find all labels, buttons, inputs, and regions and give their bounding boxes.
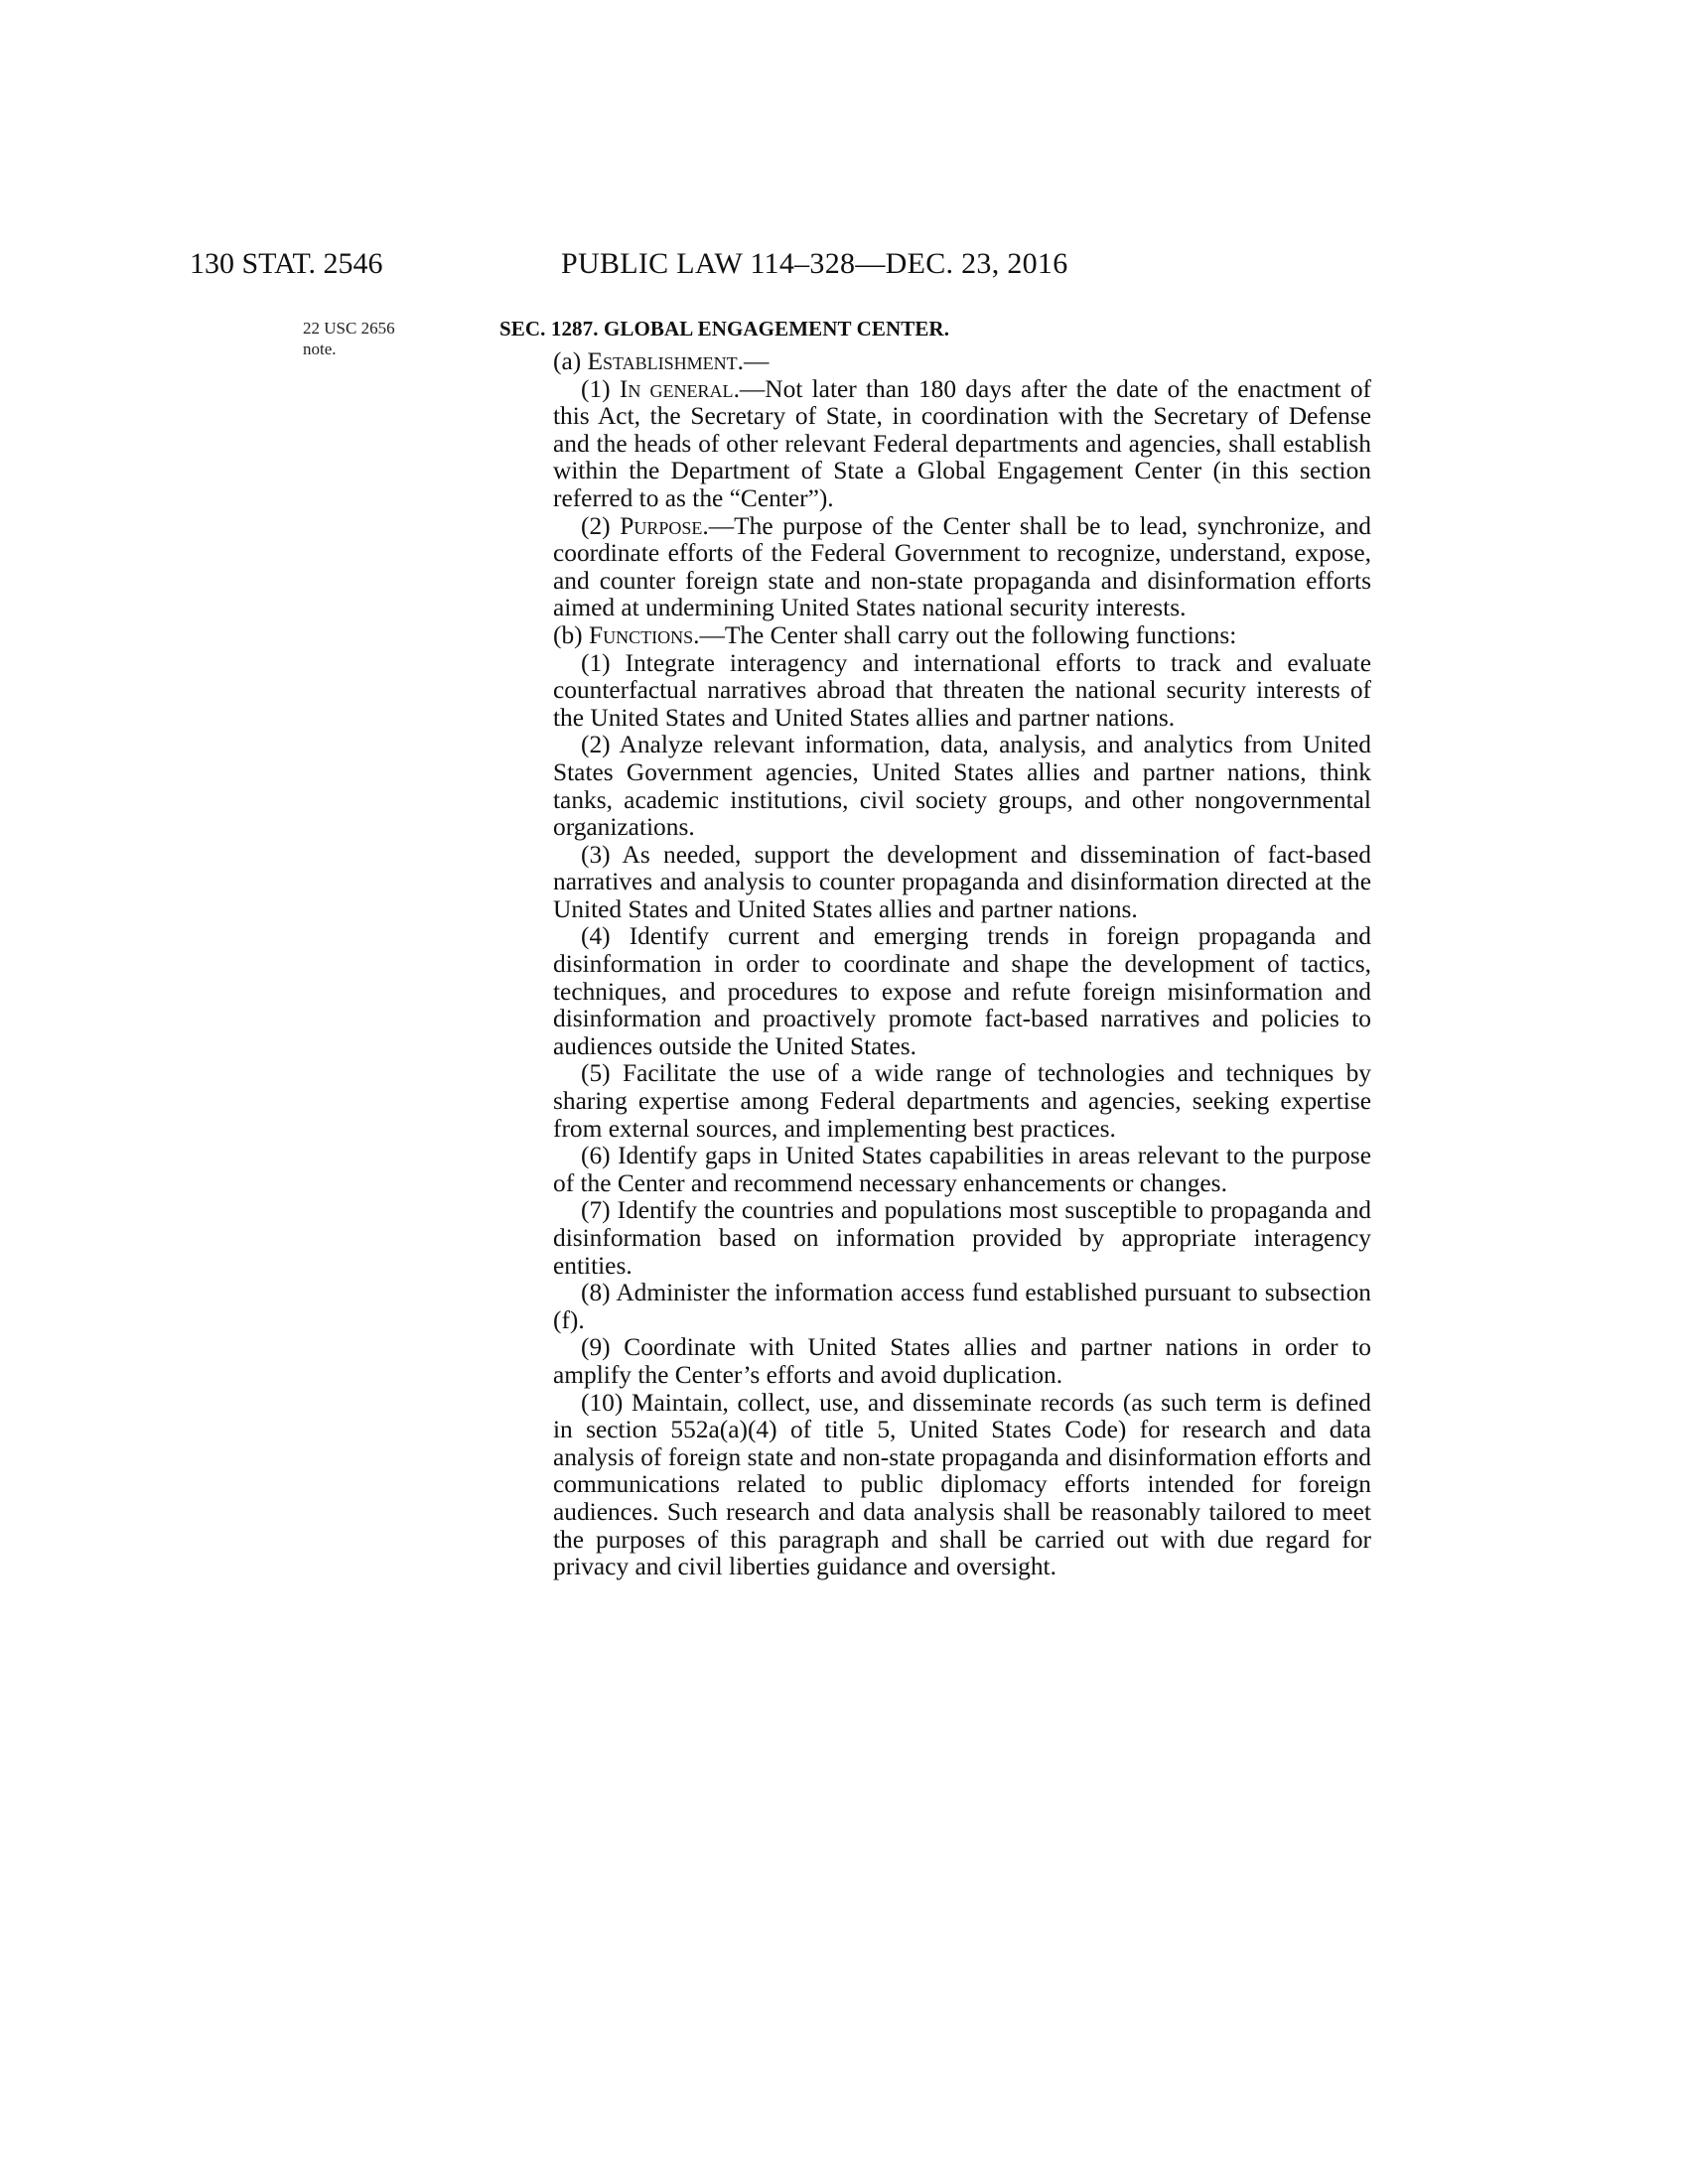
paragraph-b4: (4) Identify current and emerging trends in foreign propaganda and disinformation in order to coordinate and shape the development of tactics, techniques, and procedures to expose and refute foreign misinformation and disinformation and proactively promote fact-based narratives and policies to audiences outside the United States.	[553, 922, 1371, 1060]
subsection-a-heading: (a) Establishment.—	[553, 347, 770, 375]
paragraph-b2: (2) Analyze relevant information, data, analysis, and analytics from United States Government agencies, United States allies and partner nations, think tanks, academic institutions, civil society groups, and other nongovernmental organizations.	[553, 731, 1371, 842]
paragraph-b10: (10) Maintain, collect, use, and disseminate records (as such term is defined in section 552a(a)(4) of title 5, United States Code) for research and data analysis of foreign state and non-state propaganda and disinformation efforts and communications related to public diplomacy efforts intended for foreign audiences. Such research and data analysis shall be reasonably tailored to meet the purposes of this paragraph and shall be carried out with due regard for privacy and civil liberties guidance and oversight.	[553, 1388, 1371, 1581]
statute-citation: 130 STAT. 2546	[190, 247, 383, 280]
paragraph-b3: (3) As needed, support the development and dissemination of fact-based narratives and analysis to counter propaganda and disinformation directed at the United States and United States allies and partner nations.	[553, 840, 1371, 923]
paragraph-b7: (7) Identify the countries and populations most susceptible to propaganda and disinformation based on information provided by appropriate interagency entities.	[553, 1196, 1371, 1280]
public-law-title: PUBLIC LAW 114–328—DEC. 23, 2016	[561, 247, 1068, 280]
margin-note-label: note.	[303, 340, 337, 358]
section-heading: SEC. 1287. GLOBAL ENGAGEMENT CENTER.	[499, 317, 950, 341]
section-body	[499, 348, 1371, 1581]
paragraph-a2: (2) Purpose.—The purpose of the Center shall be to lead, synchronize, and coordinate efforts of the Federal Government to recognize, understand, expose, and counter foreign state and non-state propaganda and disinformation efforts aimed at undermining United States national security interests.	[553, 511, 1371, 622]
paragraph-b8: (8) Administer the information access fund established pursuant to subsection (f).	[553, 1279, 1371, 1334]
margin-note-citation: 22 USC 2656	[303, 319, 395, 338]
paragraph-a1: (1) In general.—Not later than 180 days after the date of the enactment of this Act, the Secretary of State, in coordination with the Secretary of Defense and the heads of other relevant Federal departments and agencies, shall establish within the Department of State a Global Engagement Center (in this section referred to as the “Center”).	[553, 374, 1371, 512]
paragraph-b9: (9) Coordinate with United States allies and partner nations in order to amplify the Center’s efforts and avoid duplication.	[553, 1333, 1371, 1389]
margin-note	[303, 318, 395, 359]
page-header	[190, 244, 1361, 284]
paragraph-b6: (6) Identify gaps in United States capabilities in areas relevant to the purpose of the Center and recommend necessary enhancements or changes.	[553, 1142, 1371, 1197]
paragraph-b1: (1) Integrate interagency and international efforts to track and evaluate counterfactual narratives abroad that threaten the national security interests of the United States and United States allies and partner nations.	[553, 648, 1371, 732]
paragraph-b5: (5) Facilitate the use of a wide range of technologies and techniques by sharing expertise among Federal departments and agencies, seeking expertise from external sources, and implementing best practices.	[553, 1059, 1371, 1143]
subsection-b-heading: (b) Functions.—The Center shall carry out the following functions:	[553, 620, 1237, 649]
